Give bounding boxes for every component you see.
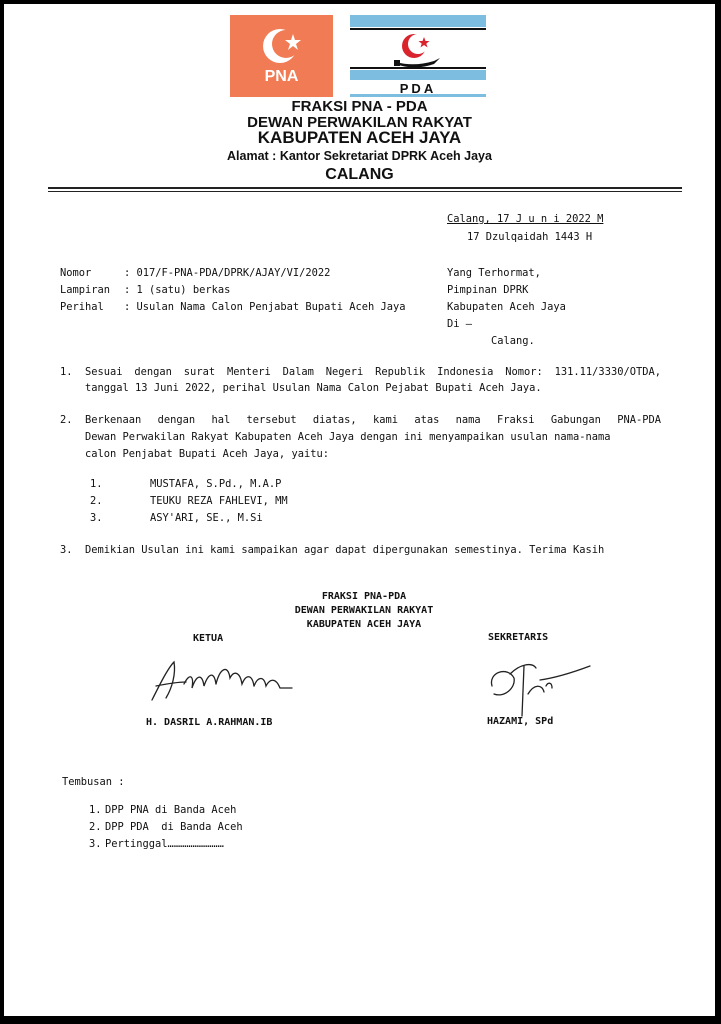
lampiran-label: Lampiran <box>60 284 111 296</box>
recipient-salutation: Yang Terhormat, <box>447 267 541 279</box>
header-address: Alamat : Kantor Sekretariat DPRK Aceh Jaya <box>227 149 492 163</box>
cc-item-number: 3. <box>89 838 102 850</box>
paragraph-3-number: 3. <box>60 544 73 556</box>
candidate-number: 1. <box>90 478 103 490</box>
perihal-value: : Usulan Nama Calon Penjabat Bupati Aceh Jaya <box>124 301 406 313</box>
recipient-regency: Kabupaten Aceh Jaya <box>447 301 566 313</box>
paragraph-1-number: 1. <box>60 366 73 378</box>
chairman-signature <box>146 654 296 709</box>
recipient-office: Pimpinan DPRK <box>447 284 529 296</box>
header-fraction: FRAKSI PNA - PDA <box>291 98 428 115</box>
signature-org-regency: KABUPATEN ACEH JAYA <box>306 619 422 630</box>
recipient-city: Calang. <box>491 335 535 347</box>
candidate-number: 3. <box>90 512 103 524</box>
paragraph-1-line-2: tanggal 13 Juni 2022, perihal Usulan Nama Calon Pejabat Bupati Aceh Jaya. <box>85 382 542 394</box>
lampiran-value: : 1 (satu) berkas <box>124 284 231 296</box>
candidate-name: MUSTAFA, S.Pd., M.A.P <box>150 478 282 490</box>
secretary-name: HAZAMI, SPd <box>487 716 554 727</box>
pna-logo-text: PNA <box>264 68 299 85</box>
cc-item-text: DPP PDA di Banda Aceh <box>105 821 243 833</box>
secretary-signature <box>484 656 594 718</box>
paragraph-2-line-3: calon Penjabat Bupati Aceh Jaya, yaitu: <box>85 448 329 460</box>
cc-item-number: 1. <box>89 804 102 816</box>
letter-page <box>4 4 715 1016</box>
cc-label: Tembusan : <box>62 776 125 788</box>
header-rule-bottom <box>48 191 682 192</box>
nomor-value: : 017/F-PNA-PDA/DPRK/AJAY/VI/2022 <box>124 267 331 279</box>
crescent-star-icon <box>260 23 306 69</box>
signature-org-council: DEWAN PERWAKILAN RAKYAT <box>294 605 434 616</box>
header-city: CALANG <box>325 166 394 183</box>
cc-item-number: 2. <box>89 821 102 833</box>
paragraph-2-line-2: Dewan Perwakilan Rakyat Kabupaten Aceh Jaya dengan ini menyampaikan usulan nama-nama <box>85 431 611 443</box>
pda-logo-text: PDA <box>399 81 437 96</box>
pda-logo <box>350 15 486 97</box>
header-council: DEWAN PERWAKILAN RAKYAT <box>247 114 472 131</box>
pna-logo <box>230 15 333 97</box>
letter-date-hijri: 17 Dzulqaidah 1443 H <box>467 231 593 243</box>
secretary-title: SEKRETARIS <box>488 632 549 643</box>
letter-date: Calang, 17 J u n i 2022 M <box>447 213 604 225</box>
paragraph-1-line-1: Sesuai dengan surat Menteri Dalam Negeri Republik Indonesia Nomor: 131.11/3330/OTDA, <box>85 366 661 378</box>
crescent-star-rencong-icon <box>394 31 442 71</box>
signature-org-fraction: FRAKSI PNA-PDA <box>321 591 407 602</box>
paragraph-2-number: 2. <box>60 414 73 426</box>
candidate-number: 2. <box>90 495 103 507</box>
chairman-title: KETUA <box>193 633 224 644</box>
recipient-at: Di – <box>447 318 473 330</box>
cc-item-text: Pertinggal……………………… <box>105 838 224 850</box>
nomor-label: Nomor <box>60 267 92 279</box>
cc-item-text: DPP PNA di Banda Aceh <box>105 804 237 816</box>
header-rule-top <box>48 187 682 189</box>
chairman-name: H. DASRIL A.RAHMAN.IB <box>146 717 273 728</box>
paragraph-3-line-1: Demikian Usulan ini kami sampaikan agar dapat dipergunakan semestinya. Terima Kasih <box>85 544 605 556</box>
perihal-label: Perihal <box>60 301 104 313</box>
candidate-name: ASY'ARI, SE., M.Si <box>150 512 263 524</box>
candidate-name: TEUKU REZA FAHLEVI, MM <box>150 495 288 507</box>
header-regency: KABUPATEN ACEH JAYA <box>257 128 462 147</box>
paragraph-2-line-1: Berkenaan dengan hal tersebut diatas, kami atas nama Fraksi Gabungan PNA-PDA <box>85 414 661 426</box>
